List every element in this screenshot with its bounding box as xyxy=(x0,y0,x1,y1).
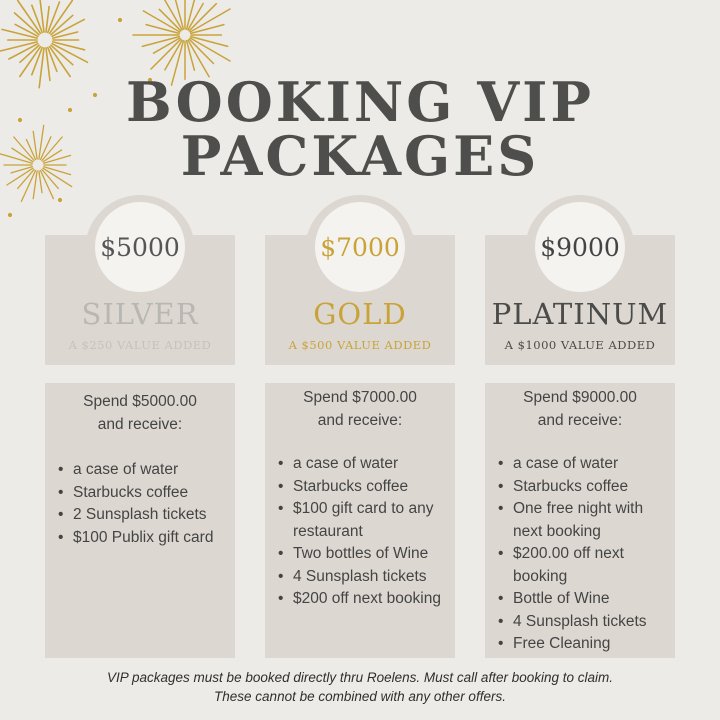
benefit-list xyxy=(265,453,455,611)
disclaimer-line: These cannot be combined with any other offers. xyxy=(214,689,506,704)
details-intro: and receive: xyxy=(97,416,183,433)
benefit-item: • Starbucks coffee xyxy=(493,476,675,499)
benefit-item: • 4 Sunsplash tickets xyxy=(273,566,455,589)
tier-platinum-details xyxy=(485,383,675,658)
benefit-item: • $200 off next booking xyxy=(273,588,455,611)
price-circle: $5000 xyxy=(95,202,185,292)
tier-silver-details xyxy=(45,383,235,658)
price-circle: $7000 xyxy=(315,202,405,292)
tier-value-added: A $250 VALUE ADDED xyxy=(68,338,212,352)
tier-name: GOLD xyxy=(313,297,407,331)
benefit-item: • 2 Sunsplash tickets xyxy=(53,504,235,527)
details-intro: and receive: xyxy=(537,412,623,429)
price-circle: $9000 xyxy=(535,202,625,292)
benefit-item: • a case of water xyxy=(273,453,455,476)
benefit-list xyxy=(45,459,235,549)
tier-platinum-header xyxy=(485,195,675,365)
benefit-item: • 4 Sunsplash tickets xyxy=(493,611,675,634)
tier-gold-header xyxy=(265,195,455,365)
details-intro: Spend $5000.00 xyxy=(83,393,197,410)
page-title-line2: PACKAGES xyxy=(180,124,540,188)
benefit-item: • Bottle of Wine xyxy=(493,588,675,611)
disclaimer-line: VIP packages must be booked directly thru Roelens. Must call after booking to claim. xyxy=(107,670,613,685)
tier-name: PLATINUM xyxy=(491,297,669,331)
benefit-item: • $100 Publix gift card xyxy=(53,527,235,550)
benefit-item: • One free night with next booking xyxy=(493,498,675,543)
tier-value-added: A $1000 VALUE ADDED xyxy=(504,338,656,352)
benefit-item: • Free Cleaning xyxy=(493,633,675,656)
tier-gold-details xyxy=(265,383,455,658)
benefit-item: • a case of water xyxy=(53,459,235,482)
details-intro: Spend $7000.00 xyxy=(303,389,417,406)
benefit-item: • Two bottles of Wine xyxy=(273,543,455,566)
tier-name: SILVER xyxy=(81,297,199,331)
disclaimer xyxy=(0,668,720,706)
benefit-item: • Starbucks coffee xyxy=(53,482,235,505)
details-intro: and receive: xyxy=(317,412,403,429)
benefit-list xyxy=(485,453,675,656)
details-intro: Spend $9000.00 xyxy=(523,389,637,406)
benefit-item: • $100 gift card to any restaurant xyxy=(273,498,455,543)
benefit-item: • a case of water xyxy=(493,453,675,476)
tier-silver-header xyxy=(45,195,235,365)
tier-value-added: A $500 VALUE ADDED xyxy=(288,338,432,352)
benefit-item: • Starbucks coffee xyxy=(273,476,455,499)
page-title-line1: BOOKING VIP xyxy=(126,70,594,134)
benefit-item: • $200.00 off next booking xyxy=(493,543,675,588)
